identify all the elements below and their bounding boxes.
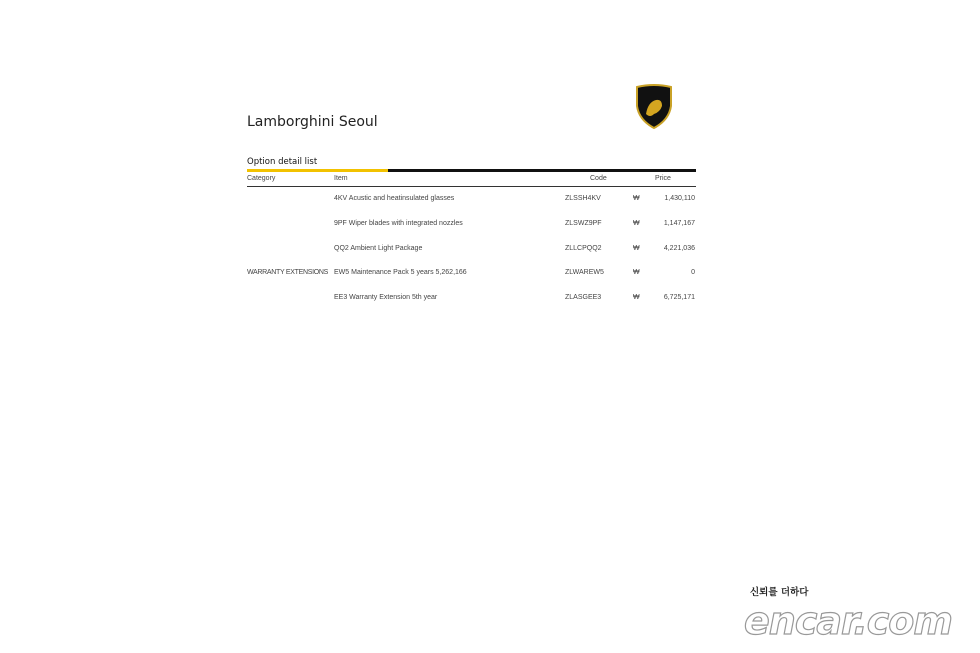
cell-code: ZLSSH4KV: [565, 195, 601, 202]
cell-currency: ₩: [633, 294, 640, 301]
table-row: [247, 243, 696, 255]
section-divider: [388, 169, 696, 172]
cell-category: WARRANTY EXTENSIONS: [247, 269, 329, 276]
cell-currency: ₩: [633, 220, 640, 227]
cell-currency: ₩: [633, 195, 640, 202]
table-row: [247, 193, 696, 205]
cell-currency: ₩: [633, 269, 640, 276]
cell-code: ZLLCPQQ2: [565, 245, 602, 252]
cell-item: 9PF Wiper blades with integrated nozzles: [334, 220, 463, 227]
cell-code: ZLWAREW5: [565, 269, 604, 276]
cell-price: 6,725,171: [663, 294, 695, 301]
cell-currency: ₩: [633, 245, 640, 252]
watermark-tagline: 신뢰를 더하다: [750, 587, 809, 598]
table-row: [247, 267, 696, 279]
table-row: [247, 218, 696, 230]
cell-price: 0: [691, 269, 695, 276]
header-category: Category: [247, 175, 276, 182]
lamborghini-logo: [634, 84, 674, 130]
header-item: Item: [334, 175, 348, 182]
watermark-brand: encar.com: [744, 599, 952, 643]
cell-item: EW5 Maintenance Pack 5 years 5,262,166: [334, 269, 467, 276]
cell-item: 4KV Acustic and heatinsulated glasses: [334, 195, 455, 202]
cell-price: 4,221,036: [663, 245, 695, 252]
cell-code: ZLASGEE3: [565, 294, 602, 301]
cell-item: EE3 Warranty Extension 5th year: [334, 294, 438, 301]
cell-item: QQ2 Ambient Light Package: [334, 245, 423, 252]
cell-price: 1,147,167: [663, 220, 695, 227]
page-title: Lamborghini Seoul: [247, 114, 378, 130]
section-accent-bar: [247, 169, 388, 172]
header-divider: [247, 186, 696, 187]
cell-code: ZLSWZ9PF: [565, 220, 602, 227]
cell-price: 1,430,110: [664, 195, 695, 202]
table-row: [247, 292, 696, 304]
header-code: Code: [590, 175, 607, 182]
header-price: Price: [655, 175, 671, 182]
section-title: Option detail list: [247, 157, 318, 167]
